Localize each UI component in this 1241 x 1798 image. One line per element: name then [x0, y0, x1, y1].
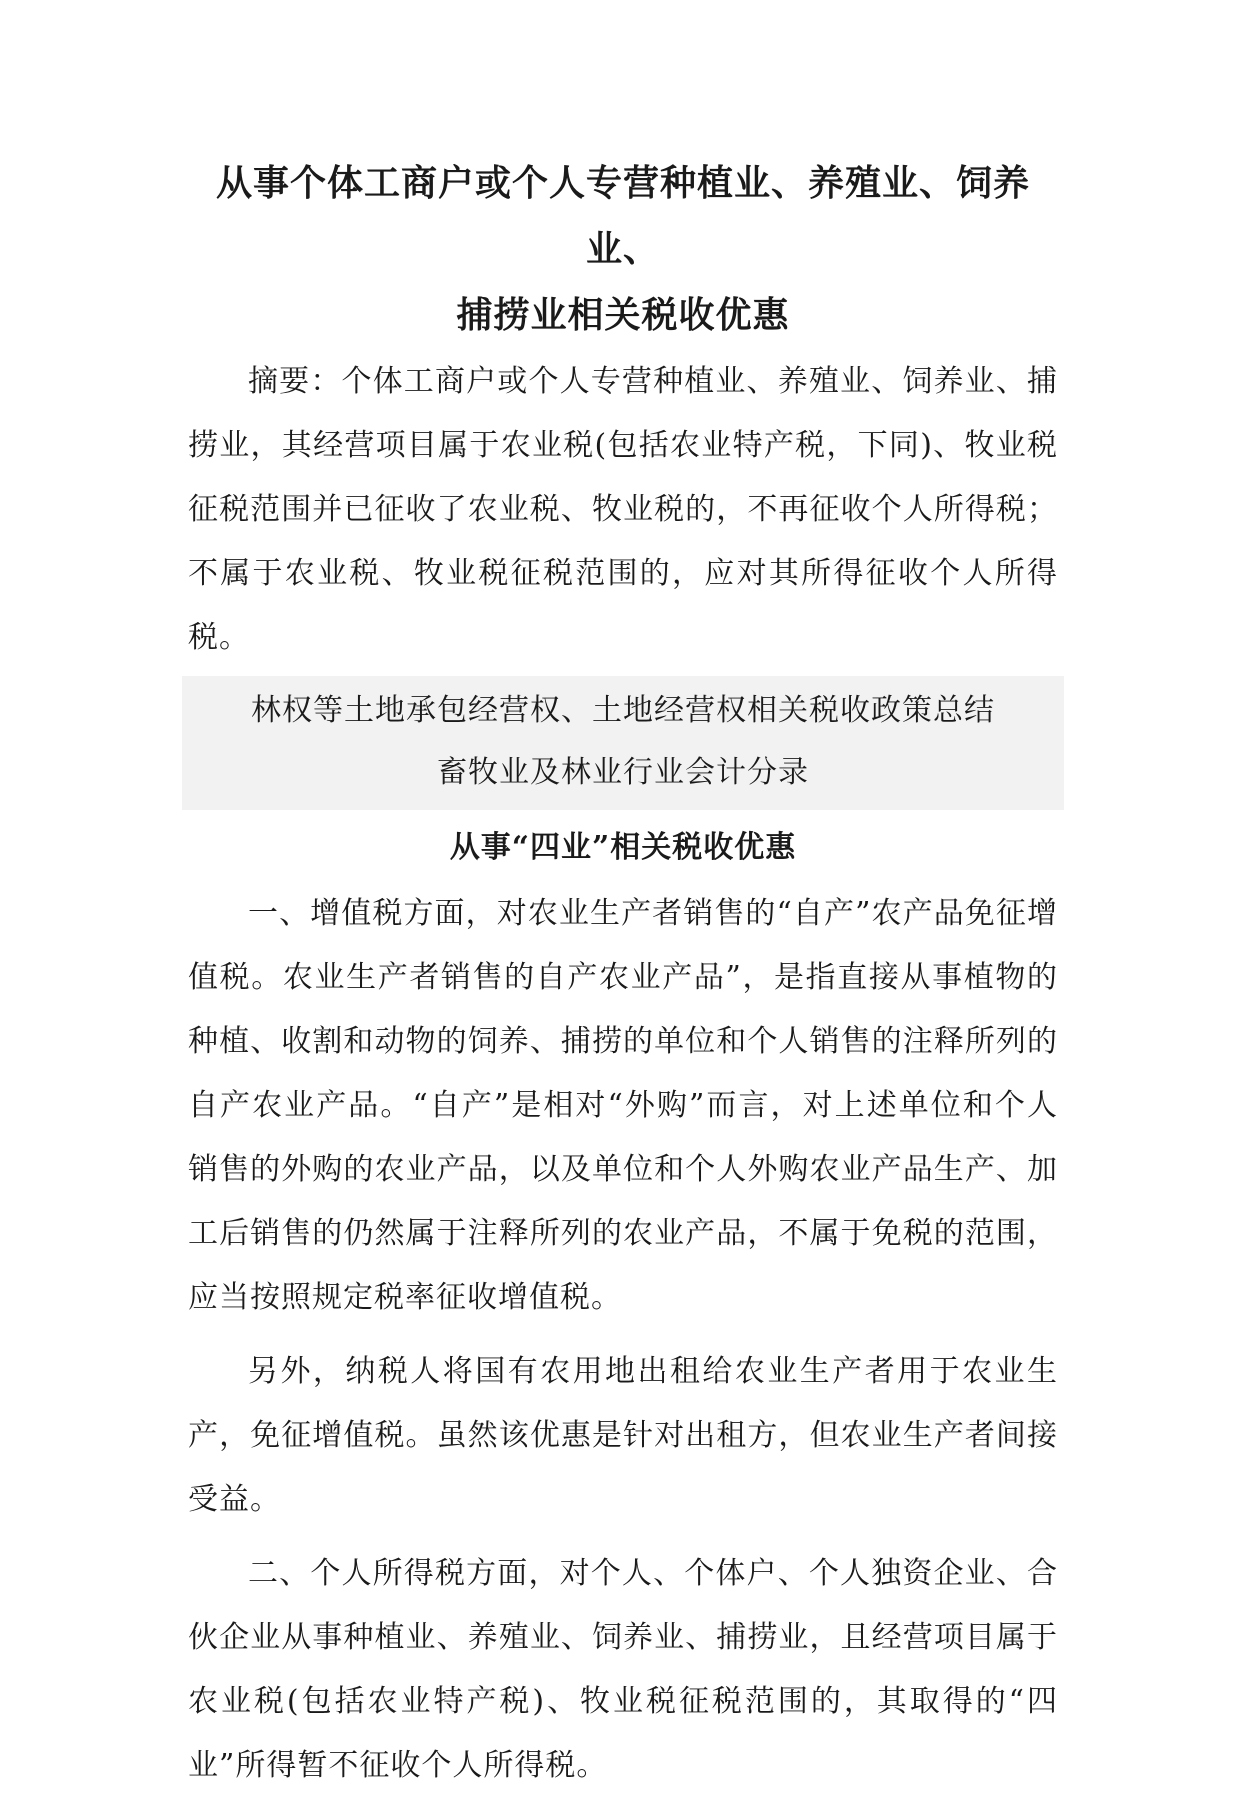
- vat-paragraph: 一、增值税方面，对农业生产者销售的“自产”农产品免征增值税。农业生产者销售的自产农业产品”，是指直接从事植物的种植、收割和动物的饲养、捕捞的单位和个人销售的注释所列的自产农业产品。“自产”是相对“外购”而言，对上述单位和个人销售的外购的农业产品，以及单位和个人外购农业产品生产、加工后销售的仍然属于注释所列的农业产品，不属于免税的范围，应当按照规定税率征收增值税。: [188, 896, 1058, 1315]
- document-title: [188, 150, 1058, 348]
- income-tax-paragraph: 二、个人所得税方面，对个人、个体户、个人独资企业、合伙企业从事种植业、养殖业、饲养业、捕捞业，且经营项目属于农业税(包括农业特产税)、牧业税征税范围的，其取得的“四业”所得暂不征收个人所得税。: [188, 1556, 1058, 1783]
- title-line-1: 从事个体工商户或个人专营种植业、养殖业、饲养业、: [215, 162, 1030, 270]
- related-link-livestock-accounting[interactable]: 畜牧业及林业行业会计分录: [437, 755, 809, 790]
- title-line-2: 捕捞业相关税收优惠: [456, 294, 790, 336]
- document-page: [188, 150, 1058, 1798]
- related-articles-box: [182, 676, 1064, 810]
- land-lease-paragraph: 另外，纳税人将国有农用地出租给农业生产者用于农业生产，免征增值税。虽然该优惠是针对出租方，但农业生产者间接受益。: [188, 1354, 1058, 1517]
- abstract-paragraph: 摘要：个体工商户或个人专营种植业、养殖业、饲养业、捕捞业，其经营项目属于农业税(包括农业特产税，下同)、牧业税征税范围并已征收了农业税、牧业税的，不再征收个人所得税；不属于农业税、牧业税征税范围的，应对其所得征收个人所得税。: [188, 364, 1058, 655]
- related-link-forest-rights[interactable]: 林权等土地承包经营权、土地经营权相关税收政策总结: [251, 693, 995, 728]
- section-title: 从事“四业”相关税收优惠: [449, 830, 797, 865]
